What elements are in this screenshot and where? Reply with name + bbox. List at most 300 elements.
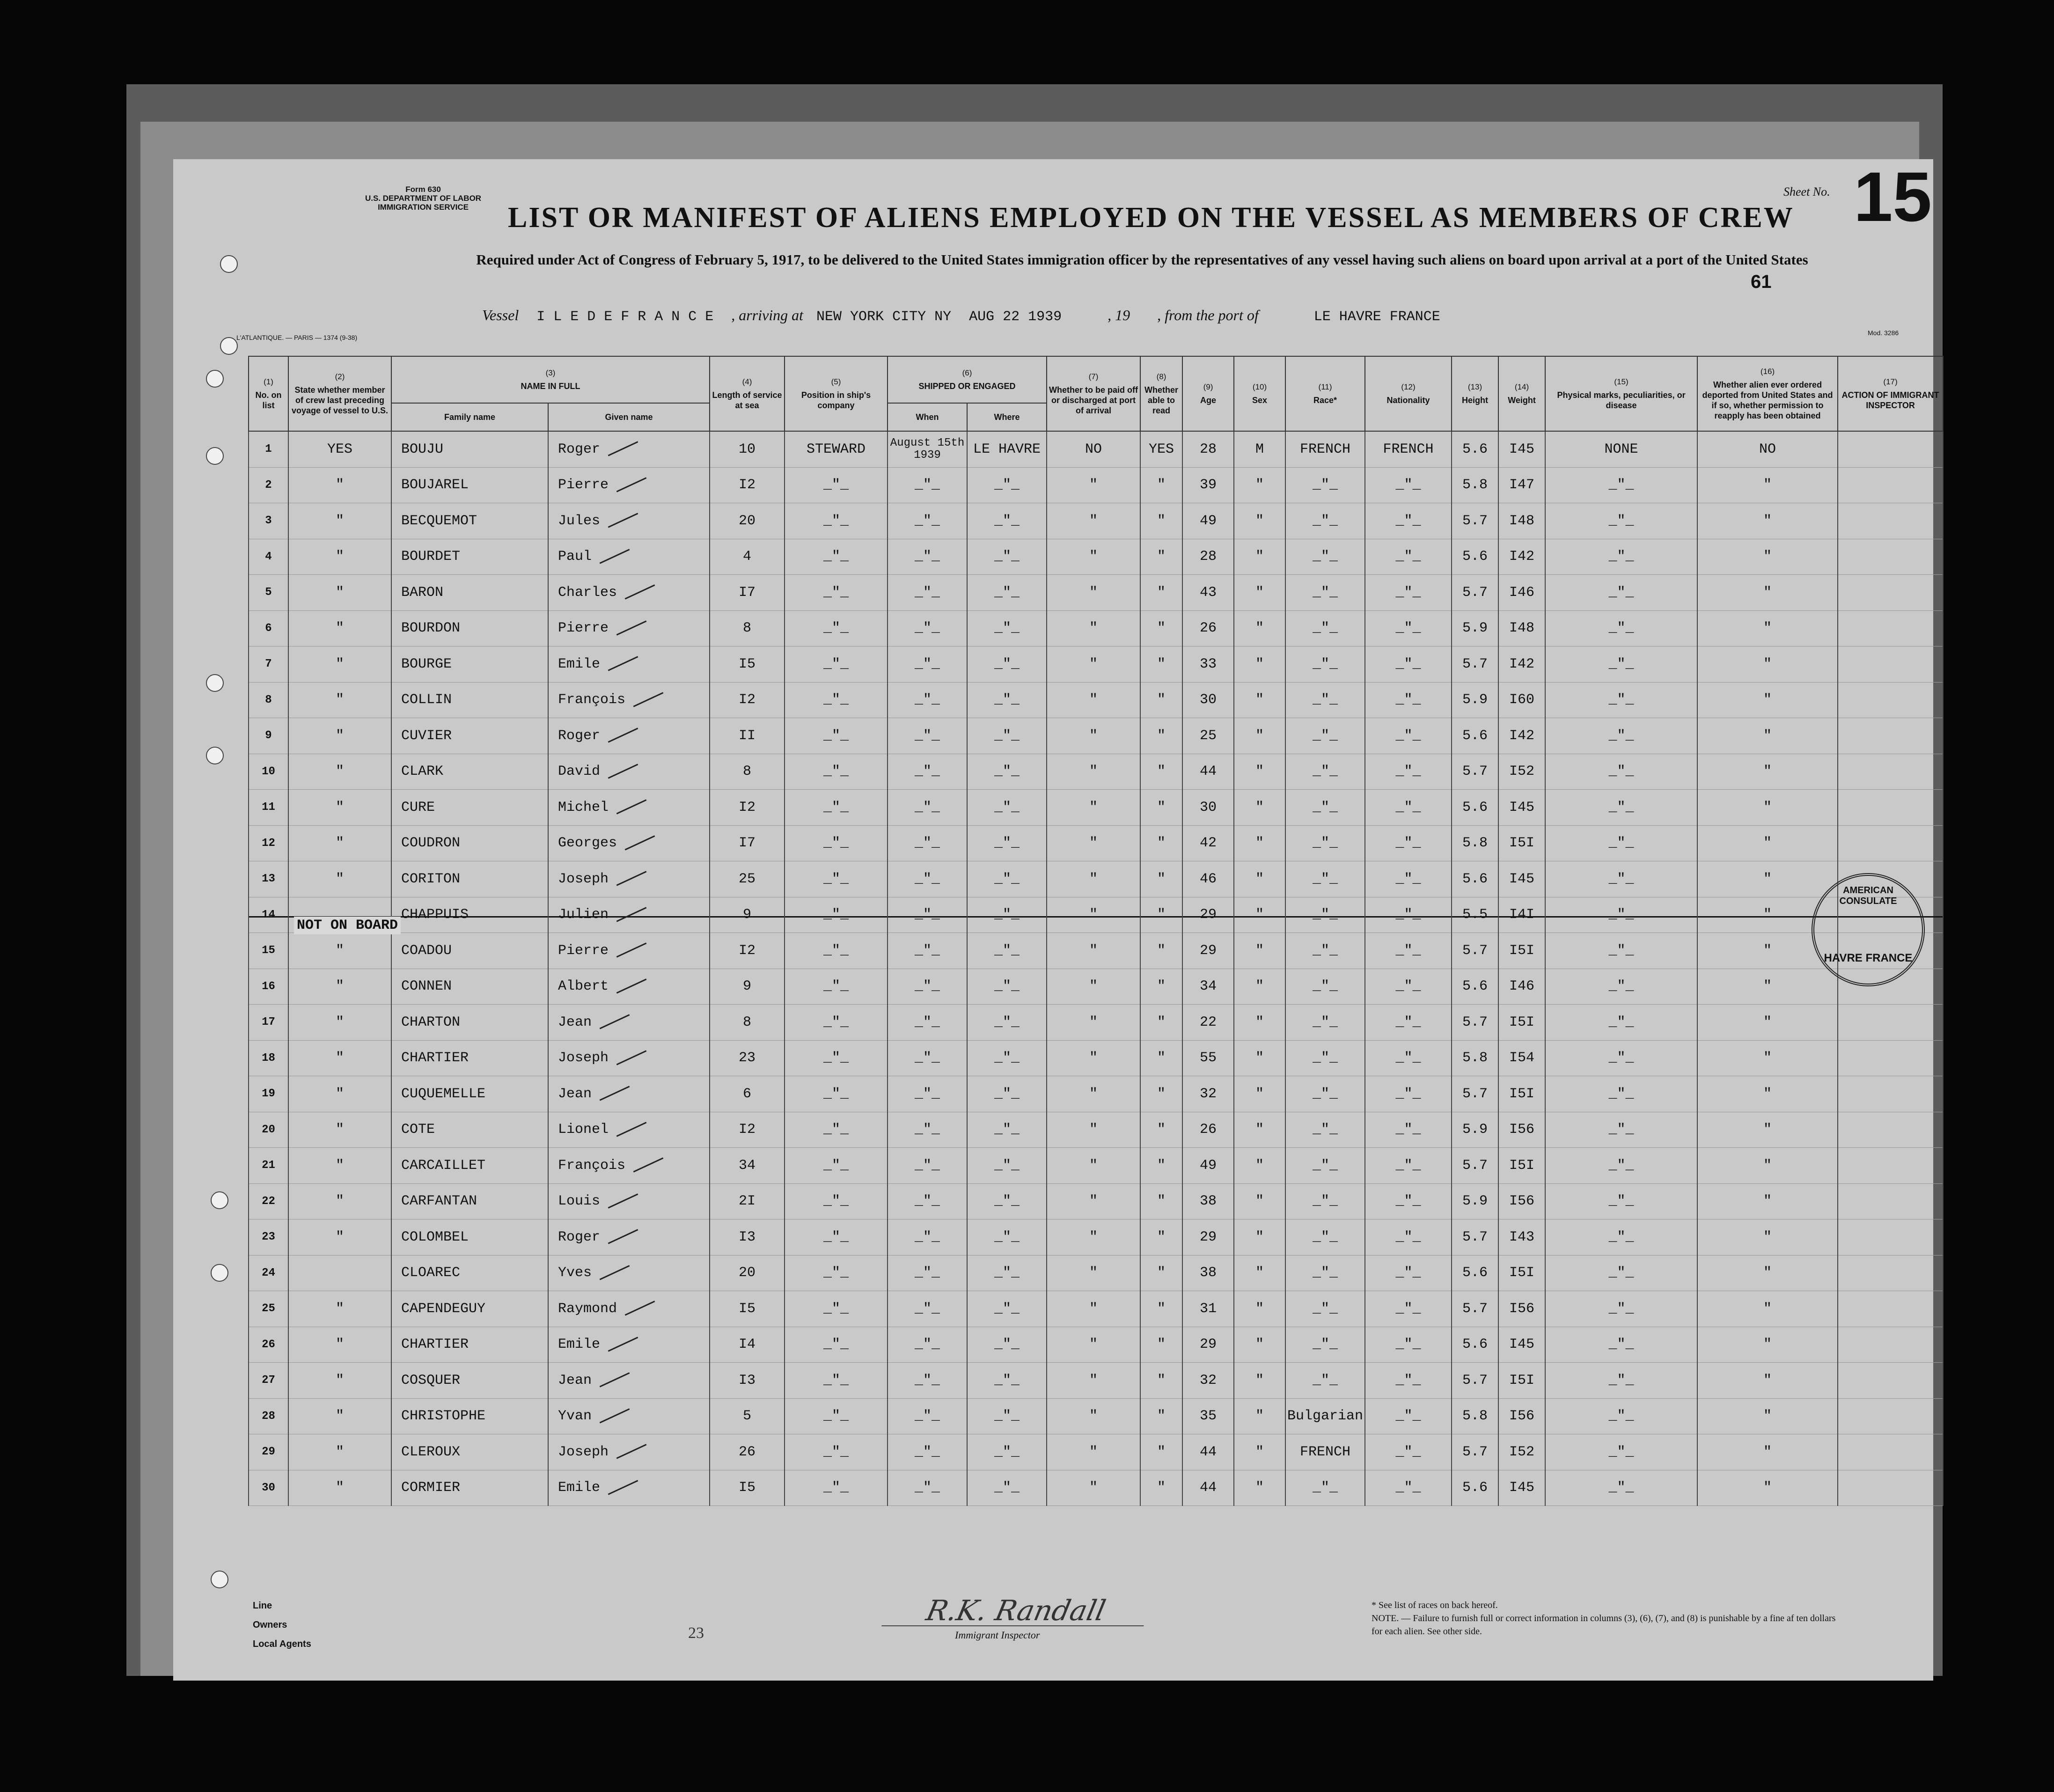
deported-cell <box>1697 503 1838 539</box>
check-mark-icon <box>616 800 647 815</box>
physical-marks-cell <box>1545 1040 1697 1076</box>
length-of-service-cell <box>710 467 785 503</box>
able-to-read-text: " <box>1157 727 1166 744</box>
table-row <box>249 467 1943 503</box>
document-subtitle: Required under Act of Congress of February 5, 1917, to be delivered to the United States immigration officer by the representatives of any vessel having such aliens on board upon arrival at a port of the United States <box>476 251 1808 268</box>
height-text: 5.7 <box>1462 584 1488 601</box>
height-text: 5.6 <box>1462 871 1488 887</box>
previous-voyage-text: " <box>335 692 344 708</box>
row-number-cell <box>249 610 288 646</box>
shipped-where-cell <box>967 1327 1047 1363</box>
race-cell <box>1285 646 1365 683</box>
age-text: 43 <box>1200 584 1217 601</box>
family-name-cell <box>391 897 548 933</box>
family-name-text: COLOMBEL <box>401 1229 469 1245</box>
check-mark-icon <box>633 692 664 707</box>
weight-text: I48 <box>1509 513 1535 529</box>
sex-cell <box>1234 790 1285 826</box>
deported-cell <box>1697 1291 1838 1327</box>
paid-off-cell <box>1047 646 1140 683</box>
inspector-signature: R.K. Randall <box>881 1596 1150 1626</box>
given-name-text: Emile <box>558 1480 601 1496</box>
table-row <box>249 718 1943 754</box>
check-mark-icon <box>616 943 647 958</box>
deported-cell <box>1697 754 1838 790</box>
nationality-cell <box>1365 1434 1452 1470</box>
shipped-where-cell <box>967 503 1047 539</box>
family-name-cell <box>391 1183 548 1219</box>
race-text: _"_ <box>1313 1050 1338 1066</box>
shipped-when-text: _"_ <box>915 477 940 493</box>
able-to-read-cell <box>1140 575 1182 611</box>
table-row <box>249 790 1943 826</box>
sex-text: " <box>1255 1014 1264 1030</box>
shipped-where-text: _"_ <box>994 1444 1020 1460</box>
age-cell <box>1182 1398 1234 1434</box>
shipped-when-text: _"_ <box>915 835 940 852</box>
age-cell <box>1182 682 1234 718</box>
physical-marks-cell <box>1545 1219 1697 1256</box>
nationality-cell <box>1365 1183 1452 1219</box>
weight-cell <box>1498 1470 1545 1506</box>
deported-text: " <box>1763 1408 1772 1425</box>
physical-marks-cell <box>1545 897 1697 933</box>
shipped-when-cell <box>888 1255 967 1291</box>
shipped-when-cell <box>888 1398 967 1434</box>
position-cell <box>785 610 888 646</box>
family-name-text: CARFANTAN <box>401 1193 477 1210</box>
able-to-read-cell <box>1140 1363 1182 1399</box>
length-of-service-text: 23 <box>739 1050 756 1066</box>
previous-voyage-text: " <box>335 549 344 565</box>
given-name-cell <box>548 1076 710 1112</box>
physical-marks-cell <box>1545 1470 1697 1506</box>
position-cell <box>785 1470 888 1506</box>
previous-voyage-text: " <box>335 978 344 995</box>
position-text: _"_ <box>823 1480 849 1496</box>
given-name-text: Georges <box>558 835 617 852</box>
deported-cell <box>1697 825 1838 861</box>
able-to-read-cell <box>1140 539 1182 575</box>
deported-text: " <box>1763 1050 1772 1066</box>
age-cell <box>1182 933 1234 969</box>
paid-off-cell <box>1047 1291 1140 1327</box>
race-cell <box>1285 754 1365 790</box>
row-number-cell <box>249 1291 288 1327</box>
length-of-service-cell <box>710 539 785 575</box>
physical-marks-text: _"_ <box>1608 584 1634 601</box>
sex-cell <box>1234 933 1285 969</box>
physical-marks-text: _"_ <box>1608 978 1634 995</box>
check-mark-icon <box>616 620 647 635</box>
physical-marks-cell <box>1545 646 1697 683</box>
age-cell <box>1182 825 1234 861</box>
given-name-text: Albert <box>558 978 609 995</box>
row-number-text: 14 <box>262 908 275 921</box>
row-number-text: 30 <box>262 1481 275 1494</box>
length-of-service-cell <box>710 790 785 826</box>
inspector-action-cell <box>1838 1219 1943 1256</box>
shipped-when-text: _"_ <box>915 1337 940 1353</box>
row-number-cell <box>249 1148 288 1184</box>
deported-cell <box>1697 575 1838 611</box>
shipped-when-text: _"_ <box>915 727 940 744</box>
race-cell <box>1285 897 1365 933</box>
family-name-text: COSQUER <box>401 1372 461 1388</box>
able-to-read-text: " <box>1157 1229 1166 1245</box>
table-row <box>249 1005 1943 1041</box>
weight-text: I47 <box>1509 477 1535 493</box>
physical-marks-text: _"_ <box>1608 513 1634 529</box>
family-name-text: BOURDON <box>401 620 461 637</box>
sheet-label: Sheet No. <box>1783 185 1830 198</box>
given-name-text: Pierre <box>558 620 609 637</box>
nationality-text: _"_ <box>1395 692 1421 708</box>
deported-cell <box>1697 1327 1838 1363</box>
row-number-cell <box>249 1398 288 1434</box>
weight-cell <box>1498 1112 1545 1148</box>
shipped-where-cell <box>967 969 1047 1005</box>
height-cell <box>1452 431 1498 467</box>
position-cell <box>785 1255 888 1291</box>
nationality-text: _"_ <box>1395 1157 1421 1174</box>
shipped-when-text: _"_ <box>915 584 940 601</box>
race-cell <box>1285 1291 1365 1327</box>
race-text: _"_ <box>1313 549 1338 565</box>
family-name-text: CLEROUX <box>401 1444 461 1460</box>
not-on-board-annotation: NOT ON BOARD <box>294 917 401 934</box>
sex-text: " <box>1255 727 1264 744</box>
punch-hole <box>206 370 224 388</box>
position-text: _"_ <box>823 549 849 565</box>
length-of-service-cell <box>710 1148 785 1184</box>
row-number-text: 24 <box>262 1266 275 1279</box>
length-of-service-cell <box>710 575 785 611</box>
able-to-read-cell <box>1140 754 1182 790</box>
race-cell <box>1285 969 1365 1005</box>
row-number-cell <box>249 1434 288 1470</box>
inspector-action-cell <box>1838 682 1943 718</box>
nationality-text: _"_ <box>1395 799 1421 815</box>
weight-cell <box>1498 1291 1545 1327</box>
previous-voyage-cell <box>288 1112 391 1148</box>
previous-voyage-text: " <box>335 727 344 744</box>
paid-off-cell <box>1047 431 1140 467</box>
deported-cell <box>1697 1219 1838 1256</box>
weight-cell <box>1498 1219 1545 1256</box>
deported-text: " <box>1763 1300 1772 1317</box>
sex-cell <box>1234 861 1285 897</box>
deported-text: " <box>1763 1480 1772 1496</box>
table-row <box>249 1327 1943 1363</box>
able-to-read-cell <box>1140 933 1182 969</box>
height-cell <box>1452 539 1498 575</box>
family-name-text: CLOAREC <box>401 1265 461 1281</box>
physical-marks-cell <box>1545 825 1697 861</box>
physical-marks-text: _"_ <box>1608 942 1634 959</box>
length-of-service-text: 26 <box>739 1444 756 1460</box>
race-cell <box>1285 1183 1365 1219</box>
length-of-service-cell <box>710 1040 785 1076</box>
length-of-service-text: 10 <box>739 441 756 457</box>
race-cell <box>1285 1363 1365 1399</box>
length-of-service-cell <box>710 1398 785 1434</box>
age-text: 26 <box>1200 1122 1217 1138</box>
table-row <box>249 1255 1943 1291</box>
family-name-cell <box>391 539 548 575</box>
height-cell <box>1452 1112 1498 1148</box>
deported-cell <box>1697 1470 1838 1506</box>
age-text: 38 <box>1200 1265 1217 1281</box>
inspector-action-cell <box>1838 1005 1943 1041</box>
col-header-given-name: Given name <box>548 403 710 431</box>
family-name-cell <box>391 1434 548 1470</box>
able-to-read-cell <box>1140 503 1182 539</box>
vessel-name: I L E D E F R A N C E <box>536 309 714 325</box>
row-number-text: 12 <box>262 837 275 850</box>
length-of-service-text: 34 <box>739 1157 756 1174</box>
row-number-cell <box>249 861 288 897</box>
sex-text: " <box>1255 978 1264 995</box>
height-cell <box>1452 1005 1498 1041</box>
weight-cell <box>1498 431 1545 467</box>
physical-marks-cell <box>1545 969 1697 1005</box>
check-mark-icon <box>608 656 638 671</box>
length-of-service-cell <box>710 503 785 539</box>
able-to-read-text: " <box>1157 1372 1166 1388</box>
physical-marks-text: _"_ <box>1608 620 1634 637</box>
previous-voyage-cell <box>288 969 391 1005</box>
paid-off-cell <box>1047 1255 1140 1291</box>
position-text: _"_ <box>823 1300 849 1317</box>
table-row <box>249 897 1943 933</box>
weight-text: I48 <box>1509 620 1535 637</box>
shipped-where-text: _"_ <box>994 1193 1020 1210</box>
row-number-text: 2 <box>265 478 272 492</box>
previous-voyage-cell <box>288 1255 391 1291</box>
col-header-name: (3) NAME IN FULL <box>391 356 710 403</box>
table-row <box>249 1434 1943 1470</box>
shipped-where-cell <box>967 1219 1047 1256</box>
race-text: _"_ <box>1313 799 1338 815</box>
physical-marks-text: _"_ <box>1608 1444 1634 1460</box>
family-name-text: BOUJAREL <box>401 477 469 493</box>
able-to-read-text: " <box>1157 799 1166 815</box>
nationality-cell <box>1365 1398 1452 1434</box>
nationality-text: _"_ <box>1395 942 1421 959</box>
length-of-service-text: 9 <box>743 907 752 923</box>
length-of-service-text: 5 <box>743 1408 752 1425</box>
age-text: 28 <box>1200 549 1217 565</box>
nationality-text: _"_ <box>1395 1014 1421 1030</box>
race-text: _"_ <box>1313 1229 1338 1245</box>
table-row <box>249 933 1943 969</box>
physical-marks-text: _"_ <box>1608 1480 1634 1496</box>
col-header-shipped: (6) SHIPPED OR ENGAGED <box>888 356 1047 403</box>
weight-cell <box>1498 1005 1545 1041</box>
age-cell <box>1182 1040 1234 1076</box>
given-name-cell <box>548 503 710 539</box>
check-mark-icon <box>633 1158 664 1173</box>
sex-cell <box>1234 610 1285 646</box>
family-name-text: BARON <box>401 584 444 601</box>
position-text: _"_ <box>823 1122 849 1138</box>
height-text: 5.6 <box>1462 441 1488 457</box>
nationality-cell <box>1365 861 1452 897</box>
previous-voyage-text: " <box>335 764 344 780</box>
deported-cell <box>1697 646 1838 683</box>
departure-port: LE HAVRE FRANCE <box>1313 309 1440 325</box>
family-name-text: BOUJU <box>401 441 444 457</box>
shipped-when-text: _"_ <box>915 1372 940 1388</box>
position-cell <box>785 1327 888 1363</box>
nationality-cell <box>1365 467 1452 503</box>
previous-voyage-text: " <box>335 620 344 637</box>
age-text: 29 <box>1200 1229 1217 1245</box>
previous-voyage-text: " <box>335 835 344 852</box>
length-of-service-text: I4 <box>739 1337 756 1353</box>
table-row <box>249 1398 1943 1434</box>
nationality-cell <box>1365 503 1452 539</box>
nationality-cell <box>1365 431 1452 467</box>
check-mark-icon <box>600 549 630 564</box>
age-cell <box>1182 897 1234 933</box>
family-name-text: CURE <box>401 799 435 815</box>
length-of-service-cell <box>710 718 785 754</box>
signature-caption: Immigrant Inspector <box>955 1629 1040 1641</box>
shipped-where-text: _"_ <box>994 1122 1020 1138</box>
shipped-where-text: _"_ <box>994 477 1020 493</box>
given-name-cell <box>548 969 710 1005</box>
height-cell <box>1452 1219 1498 1256</box>
previous-voyage-cell <box>288 1040 391 1076</box>
previous-voyage-text: " <box>335 1300 344 1317</box>
height-cell <box>1452 1398 1498 1434</box>
deported-text: " <box>1763 1122 1772 1138</box>
row-number-cell <box>249 969 288 1005</box>
paid-off-cell <box>1047 1040 1140 1076</box>
physical-marks-text: _"_ <box>1608 1408 1634 1425</box>
physical-marks-cell <box>1545 610 1697 646</box>
previous-voyage-cell <box>288 646 391 683</box>
inspector-action-cell <box>1838 1112 1943 1148</box>
given-name-text: Joseph <box>558 871 609 887</box>
height-cell <box>1452 1076 1498 1112</box>
sex-cell <box>1234 1434 1285 1470</box>
physical-marks-cell <box>1545 503 1697 539</box>
height-text: 5.7 <box>1462 764 1488 780</box>
previous-voyage-text: " <box>335 1050 344 1066</box>
length-of-service-cell <box>710 1327 785 1363</box>
able-to-read-text: " <box>1157 584 1166 601</box>
age-text: 31 <box>1200 1300 1217 1317</box>
family-name-text: CUVIER <box>401 727 452 744</box>
deported-text: " <box>1763 1193 1772 1210</box>
weight-text: I5I <box>1509 1157 1535 1174</box>
paid-off-cell <box>1047 1183 1140 1219</box>
paid-off-text: " <box>1089 1086 1098 1102</box>
sex-text: " <box>1255 1157 1264 1174</box>
nationality-text: _"_ <box>1395 584 1421 601</box>
position-text: _"_ <box>823 1265 849 1281</box>
paid-off-text: " <box>1089 871 1098 887</box>
nationality-cell <box>1365 825 1452 861</box>
given-name-cell <box>548 1112 710 1148</box>
age-text: 29 <box>1200 1337 1217 1353</box>
race-text: _"_ <box>1313 1122 1338 1138</box>
previous-voyage-text: " <box>335 656 344 672</box>
weight-text: I5I <box>1509 1086 1535 1102</box>
height-text: 5.7 <box>1462 1300 1488 1317</box>
position-text: _"_ <box>823 727 849 744</box>
length-of-service-text: I3 <box>739 1229 756 1245</box>
inspector-action-cell <box>1838 718 1943 754</box>
previous-voyage-text: " <box>335 1193 344 1210</box>
weight-cell <box>1498 1363 1545 1399</box>
nationality-text: _"_ <box>1395 835 1421 852</box>
given-name-text: Jean <box>558 1372 592 1388</box>
length-of-service-text: I2 <box>739 692 756 708</box>
shipped-when-cell <box>888 861 967 897</box>
weight-text: I56 <box>1509 1122 1535 1138</box>
sex-cell <box>1234 1148 1285 1184</box>
paid-off-cell <box>1047 1434 1140 1470</box>
inspector-action-cell <box>1838 1291 1943 1327</box>
shipped-where-text: _"_ <box>994 978 1020 995</box>
age-cell <box>1182 1112 1234 1148</box>
previous-voyage-cell <box>288 1398 391 1434</box>
race-cell <box>1285 1219 1365 1256</box>
family-name-text: CHRISTOPHE <box>401 1408 486 1425</box>
inspector-action-cell <box>1838 503 1943 539</box>
table-row <box>249 682 1943 718</box>
shipped-when-cell <box>888 1112 967 1148</box>
row-number-cell <box>249 467 288 503</box>
table-row <box>249 1040 1943 1076</box>
col-header-physical-marks: (15) Physical marks, peculiarities, or disease <box>1545 356 1697 431</box>
inspector-action-cell <box>1838 754 1943 790</box>
given-name-cell <box>548 1398 710 1434</box>
deported-cell <box>1697 1112 1838 1148</box>
check-mark-icon <box>625 835 655 850</box>
sex-cell <box>1234 1327 1285 1363</box>
family-name-cell <box>391 1076 548 1112</box>
col-header-age: (9) Age <box>1182 356 1234 431</box>
paid-off-cell <box>1047 1470 1140 1506</box>
paid-off-cell <box>1047 1327 1140 1363</box>
check-mark-icon <box>608 1337 638 1351</box>
physical-marks-cell <box>1545 933 1697 969</box>
height-text: 5.7 <box>1462 942 1488 959</box>
able-to-read-text: " <box>1157 1086 1166 1102</box>
shipped-where-text: _"_ <box>994 1157 1020 1174</box>
age-text: 44 <box>1200 1480 1217 1496</box>
able-to-read-cell <box>1140 467 1182 503</box>
able-to-read-text: " <box>1157 1265 1166 1281</box>
paid-off-text: " <box>1089 907 1098 923</box>
previous-voyage-cell <box>288 933 391 969</box>
position-text: _"_ <box>823 871 849 887</box>
shipped-when-text: _"_ <box>915 1229 940 1245</box>
paid-off-text: " <box>1089 1372 1098 1388</box>
previous-voyage-text: " <box>335 584 344 601</box>
family-name-text: COTE <box>401 1122 435 1138</box>
position-text: _"_ <box>823 1337 849 1353</box>
shipped-where-text: _"_ <box>994 1229 1020 1245</box>
race-cell <box>1285 1327 1365 1363</box>
family-name-cell <box>391 1363 548 1399</box>
deported-text: " <box>1763 1157 1772 1174</box>
